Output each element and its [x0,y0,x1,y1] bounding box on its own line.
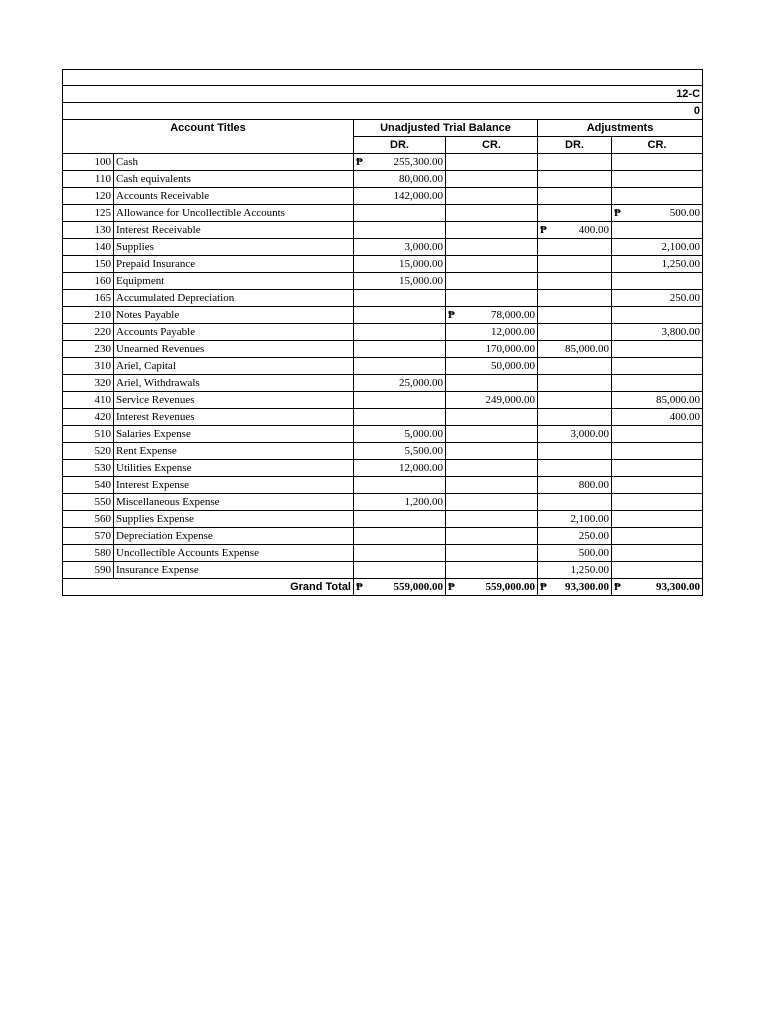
account-name: Utilities Expense [114,460,354,477]
account-code: 560 [63,511,114,528]
account-name: Notes Payable [114,307,354,324]
account-name: Depreciation Expense [114,528,354,545]
unadjusted-dr-cell [354,494,446,511]
adjustments-dr-cell [538,307,612,324]
adjustments-dr-cell [538,171,612,188]
amount: 255,300.00 [393,156,443,169]
account-code: 220 [63,324,114,341]
account-code: 520 [63,443,114,460]
table-row [63,477,703,494]
unadjusted-dr-cell [354,358,446,375]
adjustments-dr-cell [538,154,612,171]
amount: 400.00 [578,224,609,237]
amount: 170,000.00 [485,343,535,356]
account-code: 160 [63,273,114,290]
peso-sign: ₱ [540,581,547,594]
amount: 142,000.00 [393,190,443,203]
peso-sign: ₱ [356,156,363,169]
grand-total-row [63,579,703,596]
account-code: 570 [63,528,114,545]
unadjusted-cr-cell [446,409,538,426]
account-titles-header: Account Titles [63,120,354,154]
adjustments-cr-cell [612,222,703,239]
adjustments-cr-cell [612,409,703,426]
peso-sign: ₱ [356,581,363,594]
amount: 12,000.00 [491,326,535,339]
table-row [63,273,703,290]
table-row [63,307,703,324]
table-row [63,409,703,426]
title-row-3 [63,103,703,120]
total-amount: 93,300.00 [565,581,609,594]
adjustments-dr-header: DR. [538,137,612,154]
table-row [63,392,703,409]
unadjusted-cr-cell [446,205,538,222]
amount: 25,000.00 [399,377,443,390]
account-code: 165 [63,290,114,307]
account-name: Ariel, Withdrawals [114,375,354,392]
unadjusted-cr-header: CR. [446,137,538,154]
account-name: Interest Expense [114,477,354,494]
account-code: 410 [63,392,114,409]
unadjusted-dr-cell [354,562,446,579]
account-code: 125 [63,205,114,222]
grand-total-label: Grand Total [63,579,354,596]
adjustments-cr-cell [612,562,703,579]
account-code: 420 [63,409,114,426]
adjustments-dr-cell [538,239,612,256]
unadjusted-cr-cell [446,188,538,205]
unadjusted-dr-cell [354,188,446,205]
table-row [63,222,703,239]
adjustments-cr-cell [612,205,703,222]
title-row-2 [63,86,703,103]
amount: 15,000.00 [399,258,443,271]
adjustments-dr-cell [538,256,612,273]
adjustments-cr-cell [612,426,703,443]
unadjusted-cr-cell [446,341,538,358]
adjustments-cr-header: CR. [612,137,703,154]
unadjusted-cr-cell [446,477,538,494]
amount: 85,000.00 [565,343,609,356]
unadjusted-dr-cell [354,443,446,460]
amount: 500.00 [669,207,701,220]
unadjusted-dr-cell [354,290,446,307]
amount: 1,250.00 [570,564,609,577]
title-row-1 [63,70,703,86]
unadjusted-cr-cell [446,562,538,579]
unadjusted-cr-cell [446,392,538,409]
unadjusted-cr-cell [446,222,538,239]
account-code: 320 [63,375,114,392]
unadjusted-cr-cell [446,426,538,443]
account-name: Interest Receivable [114,222,354,239]
unadjusted-dr-cell [354,273,446,290]
adjustments-dr-cell [538,290,612,307]
account-code: 550 [63,494,114,511]
account-name: Interest Revenues [114,409,354,426]
unadjusted-dr-cell [354,477,446,494]
unadjusted-dr-cell [354,409,446,426]
amount: 5,000.00 [404,428,443,441]
amount: 5,500.00 [404,445,443,458]
account-code: 510 [63,426,114,443]
adjustments-cr-cell [612,528,703,545]
account-code: 110 [63,171,114,188]
amount: 400.00 [669,411,701,424]
table-row [63,562,703,579]
total-amount: 559,000.00 [485,581,535,594]
unadjusted-dr-cell [354,460,446,477]
amount: 3,000.00 [404,241,443,254]
amount: 2,100.00 [570,513,609,526]
amount: 3,000.00 [570,428,609,441]
adjustments-cr-cell [612,545,703,562]
adjustments-cr-cell [612,256,703,273]
table-row [63,154,703,171]
trial-balance-table [62,69,703,596]
unadjusted-cr-cell [446,154,538,171]
account-name: Uncollectible Accounts Expense [114,545,354,562]
peso-sign: ₱ [614,207,621,220]
account-name: Allowance for Uncollectible Accounts [114,205,354,222]
adjustments-cr-cell [612,307,703,324]
unadjusted-dr-cell [354,375,446,392]
unadjusted-cr-cell [446,273,538,290]
amount: 50,000.00 [491,360,535,373]
account-name: Supplies [114,239,354,256]
unadjusted-dr-cell [354,154,446,171]
account-code: 140 [63,239,114,256]
account-code: 230 [63,341,114,358]
adjustments-dr-cell [538,426,612,443]
title-line-3: 0 [63,103,703,120]
account-code: 310 [63,358,114,375]
adjustments-cr-cell [612,443,703,460]
amount: 2,100.00 [661,241,701,254]
table-row [63,426,703,443]
peso-sign: ₱ [448,309,455,322]
table-row [63,324,703,341]
table-row [63,460,703,477]
unadjusted-dr-cell [354,426,446,443]
unadjusted-dr-cell [354,341,446,358]
adjustments-cr-cell [612,154,703,171]
unadjusted-dr-cell [354,324,446,341]
unadjusted-cr-cell [446,460,538,477]
unadjusted-dr-cell [354,528,446,545]
unadjusted-cr-cell [446,324,538,341]
adjustments-cr-cell [612,511,703,528]
adjustments-dr-cell [538,460,612,477]
adjustments-dr-cell [538,443,612,460]
unadjusted-cr-cell [446,545,538,562]
account-name: Salaries Expense [114,426,354,443]
amount: 250.00 [669,292,701,305]
table-row [63,239,703,256]
account-name: Cash [114,154,354,171]
amount: 12,000.00 [399,462,443,475]
unadjusted-trial-balance-header: Unadjusted Trial Balance [354,120,538,137]
account-code: 130 [63,222,114,239]
table-row [63,443,703,460]
table-row [63,545,703,562]
unadjusted-dr-header: DR. [354,137,446,154]
amount: 1,250.00 [661,258,701,271]
adjustments-cr-cell [612,477,703,494]
adjustments-cr-cell [612,324,703,341]
table-row [63,341,703,358]
amount: 1,200.00 [404,496,443,509]
adjustments-cr-cell [612,341,703,358]
adjustments-dr-cell [538,545,612,562]
adjustments-cr-cell [612,375,703,392]
unadjusted-dr-cell [354,239,446,256]
account-code: 120 [63,188,114,205]
total-unadjusted-dr-cell [354,579,446,596]
amount: 249,000.00 [485,394,535,407]
peso-sign: ₱ [614,581,621,594]
unadjusted-cr-cell [446,256,538,273]
adjustments-dr-cell [538,205,612,222]
unadjusted-cr-cell [446,239,538,256]
adjustments-dr-cell [538,222,612,239]
header-row-1 [63,120,703,137]
adjustments-dr-cell [538,188,612,205]
adjustments-cr-cell [612,273,703,290]
account-code: 530 [63,460,114,477]
account-name: Ariel, Capital [114,358,354,375]
total-amount: 93,300.00 [656,581,701,594]
adjustments-cr-cell [612,494,703,511]
adjustments-dr-cell [538,375,612,392]
adjustments-cr-cell [612,171,703,188]
unadjusted-dr-cell [354,256,446,273]
title-line-2: 12-C [63,86,703,103]
amount: 500.00 [578,547,609,560]
adjustments-cr-cell [612,392,703,409]
unadjusted-dr-cell [354,307,446,324]
unadjusted-cr-cell [446,494,538,511]
unadjusted-dr-cell [354,511,446,528]
amount: 15,000.00 [399,275,443,288]
table-row [63,375,703,392]
account-name: Prepaid Insurance [114,256,354,273]
adjustments-dr-cell [538,324,612,341]
account-name: Miscellaneous Expense [114,494,354,511]
adjustments-dr-cell [538,273,612,290]
account-code: 100 [63,154,114,171]
table-row [63,290,703,307]
table-row [63,205,703,222]
unadjusted-cr-cell [446,290,538,307]
total-adjustments-cr-cell [612,579,703,596]
account-name: Cash equivalents [114,171,354,188]
account-name: Insurance Expense [114,562,354,579]
unadjusted-cr-cell [446,307,538,324]
unadjusted-cr-cell [446,528,538,545]
unadjusted-cr-cell [446,171,538,188]
table-row [63,256,703,273]
table-row [63,358,703,375]
adjustments-dr-cell [538,477,612,494]
account-code: 540 [63,477,114,494]
adjustments-dr-cell [538,409,612,426]
unadjusted-dr-cell [354,545,446,562]
amount: 80,000.00 [399,173,443,186]
unadjusted-cr-cell [446,358,538,375]
adjustments-dr-cell [538,494,612,511]
unadjusted-cr-cell [446,511,538,528]
adjustments-cr-cell [612,358,703,375]
account-name: Equipment [114,273,354,290]
unadjusted-cr-cell [446,375,538,392]
unadjusted-dr-cell [354,392,446,409]
account-code: 210 [63,307,114,324]
account-name: Accumulated Depreciation [114,290,354,307]
adjustments-cr-cell [612,188,703,205]
table-row [63,511,703,528]
peso-sign: ₱ [540,224,547,237]
unadjusted-cr-cell [446,443,538,460]
adjustments-cr-cell [612,290,703,307]
table-row [63,171,703,188]
adjustments-dr-cell [538,562,612,579]
account-code: 580 [63,545,114,562]
table-row [63,528,703,545]
table-row [63,494,703,511]
amount: 250.00 [578,530,609,543]
account-name: Service Revenues [114,392,354,409]
adjustments-header: Adjustments [538,120,703,137]
adjustments-dr-cell [538,341,612,358]
account-name: Accounts Payable [114,324,354,341]
total-unadjusted-cr-cell [446,579,538,596]
adjustments-dr-cell [538,358,612,375]
account-code: 150 [63,256,114,273]
account-name: Unearned Revenues [114,341,354,358]
adjustments-dr-cell [538,528,612,545]
account-name: Accounts Receivable [114,188,354,205]
title-line-1 [63,70,703,86]
adjustments-cr-cell [612,460,703,477]
adjustments-dr-cell [538,392,612,409]
peso-sign: ₱ [448,581,455,594]
account-name: Supplies Expense [114,511,354,528]
total-adjustments-dr-cell [538,579,612,596]
worksheet [62,69,701,611]
adjustments-dr-cell [538,511,612,528]
adjustments-cr-cell [612,239,703,256]
account-code: 590 [63,562,114,579]
amount: 78,000.00 [491,309,535,322]
table-row [63,188,703,205]
account-name: Rent Expense [114,443,354,460]
amount: 3,800.00 [661,326,701,339]
unadjusted-dr-cell [354,171,446,188]
unadjusted-dr-cell [354,222,446,239]
amount: 85,000.00 [656,394,701,407]
unadjusted-dr-cell [354,205,446,222]
total-amount: 559,000.00 [393,581,443,594]
amount: 800.00 [578,479,609,492]
